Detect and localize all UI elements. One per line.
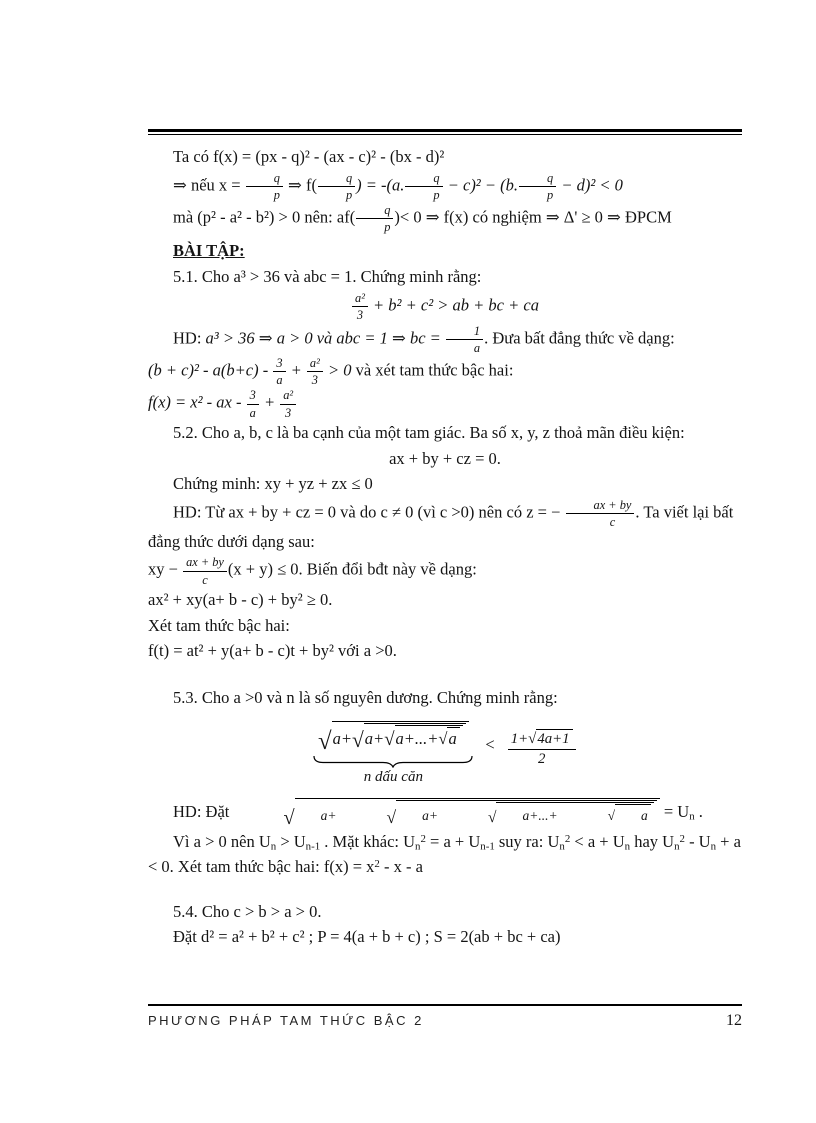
inline-nested-radical [234, 806, 660, 830]
fraction-denominator: 3 [285, 405, 292, 420]
subscript-n-1: n-1 [305, 840, 321, 853]
exercises-heading [148, 239, 742, 264]
fraction-numerator: a² [307, 356, 323, 372]
text-run: a³ > 36 ⇒ a > 0 và abc = 1 ⇒ bc = [205, 328, 445, 348]
fraction-denominator: 2 [537, 750, 546, 767]
fraction-denominator: p [345, 187, 353, 202]
fraction-axby-c [182, 555, 228, 586]
radicand-text: a+ [364, 728, 385, 748]
page-footer [148, 1004, 742, 1030]
nested-radical-level-3 [438, 802, 654, 826]
proof-line-3 [148, 203, 742, 234]
radicand-text: a [640, 808, 648, 824]
fraction-denominator: c [202, 572, 208, 587]
fraction-numerator: ax + by [566, 498, 635, 514]
text-run: ax² + xy(a+ b - c) + by² ≥ 0. [148, 589, 333, 609]
text-run: − c)² − (b. [443, 175, 519, 195]
radicand [332, 721, 469, 751]
exercise-5-1-statement [148, 265, 742, 290]
exercise-5-3-statement [148, 686, 742, 711]
text-run: > U [276, 831, 306, 851]
fraction-3-a [246, 388, 260, 419]
text-run: 5.2. Cho a, b, c là ba cạnh của một tam giác. Ba số x, y, z thoả mãn điều kiện: [173, 422, 685, 442]
fraction-numerator: 3 [247, 388, 259, 404]
superscript-2: 2 [564, 832, 571, 845]
fraction-denominator: p [273, 187, 280, 202]
text-run: Chứng minh: xy + yz + zx ≤ 0 [173, 474, 373, 494]
hint-label: HD: Đặt [173, 802, 234, 822]
fraction-rhs [507, 729, 577, 768]
text-run: ax + by + cz = 0. [389, 448, 501, 468]
exercise-5-1-hint [148, 324, 742, 355]
fraction-numerator: a² [352, 291, 368, 307]
text-run: + b² + c² > ab + bc + ca [368, 295, 539, 315]
fraction-q-p [518, 171, 557, 202]
exercise-5-1-formula [148, 291, 742, 322]
fraction-numerator: ax + by [183, 555, 227, 571]
fraction-numerator: q [519, 171, 556, 187]
radicand [536, 729, 572, 748]
radical-sign-icon: √ [384, 729, 395, 751]
nested-radical-group [313, 721, 473, 787]
footer-title: PHƯƠNG PHÁP TAM THỨC BẬC 2 [148, 1013, 424, 1028]
exercise-5-2-step-4 [148, 639, 742, 664]
radicand [496, 802, 653, 826]
fraction-numerator: a² [280, 388, 296, 404]
radicand [615, 804, 651, 826]
fraction-denominator: a [473, 340, 481, 355]
radicand-text: a+...+ [522, 808, 558, 824]
fraction-numerator: q [318, 171, 355, 187]
comparator: < [485, 734, 495, 754]
exercise-5-2-step-1 [148, 555, 742, 586]
text-run: . [694, 802, 703, 822]
radical-sign-icon: √ [607, 808, 615, 824]
underbrace-label: n dấu căn [363, 769, 423, 786]
exercise-5-2-statement [148, 421, 742, 446]
text-run: f(t) = at² + y(a+ b - c)t + by² với a >0. [148, 641, 397, 661]
superscript-2: 2 [420, 832, 426, 845]
radical-sign-icon: √ [386, 806, 397, 827]
fraction-q-p [404, 171, 443, 202]
fraction-denominator: a [276, 373, 283, 388]
fraction-denominator: 3 [311, 373, 318, 388]
fraction-denominator: p [384, 220, 391, 235]
radicand [447, 727, 459, 749]
exercise-5-2-step-3 [148, 614, 742, 639]
superscript-2: 2 [679, 832, 685, 845]
radical-sign-icon: √ [318, 727, 332, 755]
radicand-text: a [448, 728, 457, 748]
radicand-text: a+...+ [395, 728, 439, 748]
radicand [295, 798, 660, 826]
proof-line-1 [148, 145, 742, 170]
fraction-numerator: 1 [446, 324, 483, 340]
text-run: mà (p² - a² - b²) > 0 nên: af( [173, 207, 356, 227]
radicand [396, 800, 657, 826]
fraction-numerator [508, 729, 576, 750]
text-run: - x - a [379, 856, 423, 876]
fraction-a2-3 [306, 356, 324, 387]
exercise-5-2-equation [148, 447, 742, 472]
text-run: (x + y) ≤ 0. Biến đổi bđt này về dạng: [227, 559, 477, 579]
fraction-3-a [272, 356, 286, 387]
text-run: Đặt d² = a² + b² + c² ; P = 4(a + b + c) ; S = 2(ab + bc + ca) [173, 927, 561, 947]
nested-radical-level-3 [384, 725, 463, 750]
text-run: + a < 0. Xét tam thức bậc hai: f(x) = x [148, 831, 741, 876]
document-content [148, 144, 742, 951]
fraction-denominator: c [609, 515, 616, 530]
exercise-5-1-step-2 [148, 388, 742, 419]
text-run: Ta có f(x) = (px - q)² - (ax - c)² - (bx - d)² [173, 147, 445, 166]
subscript-n: n [270, 840, 277, 853]
radical-4a1 [528, 729, 572, 748]
exercise-5-2-step-2 [148, 588, 742, 613]
text-run: 5.1. Cho a³ > 36 và abc = 1. Chứng minh rằng: [173, 267, 482, 287]
fraction-denominator: p [547, 187, 554, 202]
text-run: HD: Từ ax + by + cz = 0 và do c ≠ 0 (vì c >0) nên có z = − [173, 502, 565, 522]
exercise-5-4-statement [148, 900, 742, 925]
text-run: < a + U [570, 831, 625, 851]
text-run: + [259, 392, 280, 412]
fraction-1-a [445, 324, 484, 355]
exercise-5-2-hint [148, 498, 742, 554]
exercise-5-4-line-2 [148, 925, 742, 950]
exercises-heading-label: BÀI TẬP: [173, 240, 245, 260]
text-run: 1+ [510, 730, 529, 747]
fraction-q-p [317, 171, 356, 202]
text-run: Xét tam thức bậc hai: [148, 615, 290, 635]
radical-sign-icon: √ [438, 728, 448, 748]
exercise-5-3-hint [148, 798, 742, 828]
text-run: = a + U [425, 831, 481, 851]
superscript-2: 2 [374, 857, 380, 870]
text-run: hay U [630, 831, 675, 851]
text-run: ⇒ f( [283, 175, 317, 195]
text-run: 5.3. Cho a >0 và n là số nguyên dương. Chứng minh rằng: [173, 688, 558, 707]
fraction-numerator: q [246, 171, 283, 187]
text-run: và xét tam thức bậc hai: [351, 360, 514, 380]
text-run: suy ra: U [494, 831, 560, 851]
subscript-n: n [674, 840, 680, 853]
subscript-n: n [710, 840, 717, 853]
subscript-n: n [559, 840, 565, 853]
fraction-numerator: q [405, 171, 442, 187]
text-run: (b + c)² - a(b+c) - [148, 360, 273, 380]
radicand-text: a+ [332, 728, 353, 748]
text-run: - U [684, 831, 711, 851]
proof-line-2 [148, 171, 742, 202]
text-run: > 0 [323, 360, 352, 380]
text-run: f(x) = x² - ax - [148, 392, 246, 412]
fraction-denominator: 3 [356, 308, 364, 323]
page-number: 12 [726, 1012, 742, 1029]
text-run: ) = -(a. [356, 175, 405, 195]
header-rule [148, 129, 742, 135]
subscript-n-1: n-1 [480, 840, 495, 853]
radicand [395, 725, 463, 749]
radical-sign-icon: √ [352, 727, 364, 752]
nested-radical-level-2 [352, 723, 466, 751]
exercise-5-2-claim [148, 472, 742, 497]
fraction-numerator: 3 [273, 356, 285, 372]
fraction-a2-3 [279, 388, 297, 419]
text-run: . Ta viết lại bất đẳng thức dưới dạng sau: [148, 502, 734, 551]
text-run: Vì a > 0 nên U [173, 831, 271, 851]
text-run: )< 0 ⇒ f(x) có nghiệm ⇒ Δ' ≥ 0 ⇒ ĐPCM [394, 207, 672, 227]
nested-radical-level-4 [558, 804, 651, 826]
text-run: ⇒ nếu x = [173, 175, 245, 195]
hint-label: HD: [173, 328, 206, 348]
text-run: 5.4. Cho c > b > a > 0. [173, 901, 322, 921]
fraction-denominator: p [433, 187, 440, 202]
fraction-denominator: a [249, 405, 256, 420]
radicand [364, 723, 466, 750]
text-run: . Đưa bất đẳng thức về dạng: [484, 328, 675, 348]
underbrace-icon [313, 755, 473, 768]
text-run: xy − [148, 559, 183, 579]
radicand-text: a+ [422, 808, 438, 824]
nested-radical-level-1 [318, 721, 469, 755]
fraction-q-p [355, 203, 394, 234]
radicand-text: a+ [320, 808, 337, 824]
nested-radical-level-2 [337, 800, 657, 826]
radical-sign-icon: √ [283, 807, 295, 830]
radicand-text: 4a+1 [537, 730, 570, 747]
exercise-5-3-formula [148, 721, 742, 787]
text-run: + [286, 360, 306, 380]
radical-sign-icon: √ [488, 808, 497, 826]
exercise-5-1-step-1 [148, 356, 742, 387]
fraction-axby-c [565, 498, 636, 529]
text-run: . Mặt khác: U [320, 831, 416, 851]
fraction-q-p [245, 171, 284, 202]
text-run: − d)² < 0 [557, 175, 623, 195]
radical-sign-icon: √ [528, 730, 537, 747]
nested-radical-level-1 [234, 798, 660, 828]
subscript-n: n [689, 811, 695, 824]
exercise-5-3-solution-body [148, 830, 742, 880]
fraction-a2-3 [351, 291, 369, 322]
fraction-numerator: q [356, 203, 393, 219]
subscript-n: n [415, 840, 421, 853]
nested-radical-level-4 [438, 727, 459, 749]
subscript-n: n [624, 840, 631, 853]
text-run: = U [659, 802, 690, 822]
